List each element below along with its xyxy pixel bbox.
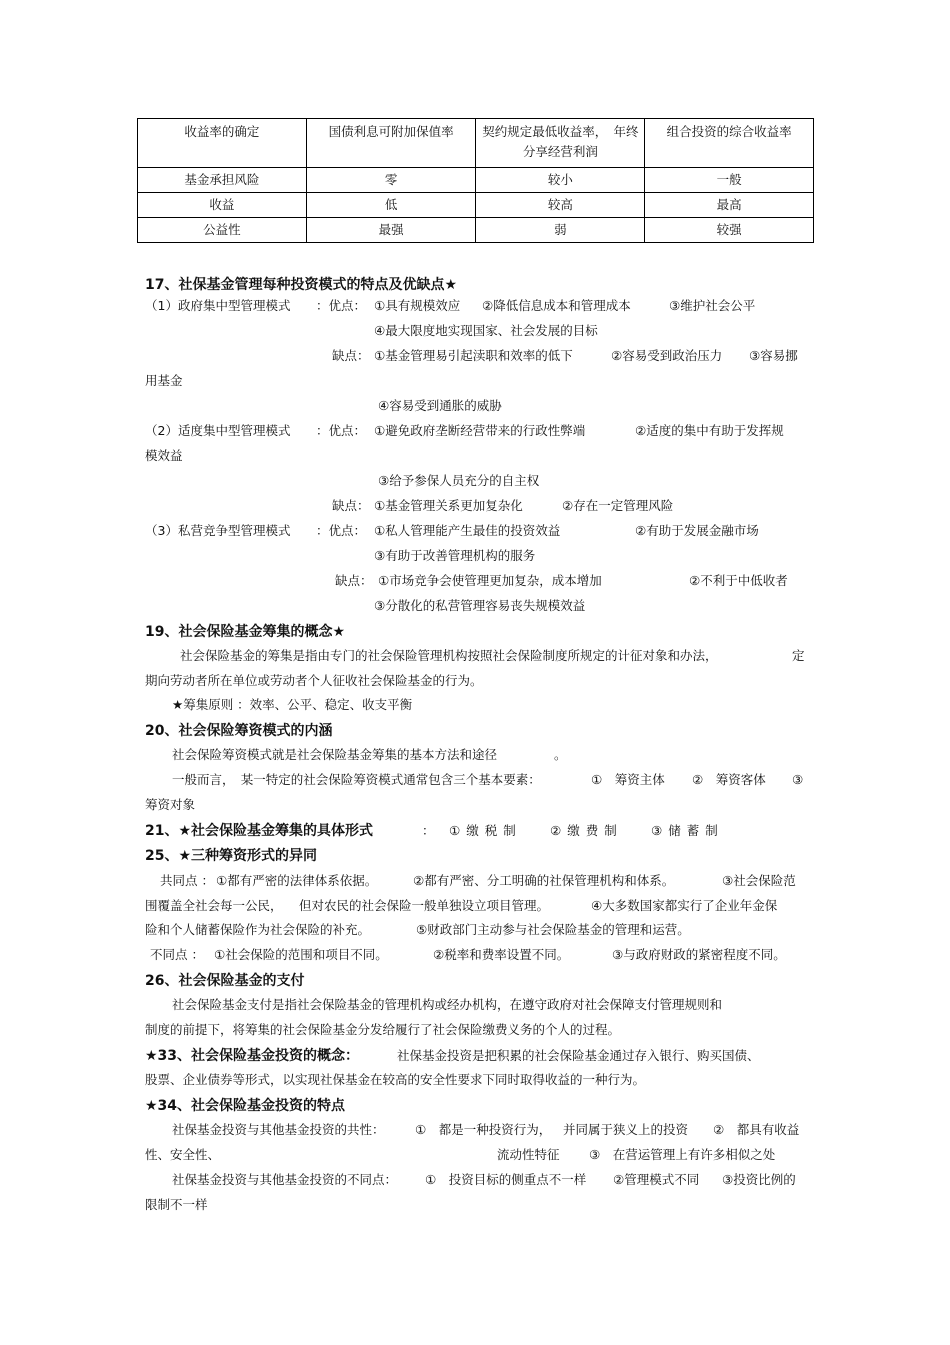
table-cell: 收益 [138,193,307,218]
table-cell: 一般 [645,168,814,193]
table-row [138,218,814,243]
section-33-heading: ★33、社会保险基金投资的概念： [145,1048,360,1064]
s21-form-1: ①缴税制 [449,823,522,838]
s34-paragraph-1c: 并同属于狭义上的投资 [563,1122,689,1137]
mode2-adv-1: ①避免政府垄断经营带来的行政性弊端 [374,423,586,438]
s25-same-2: ②都有严密、分工明确的社保管理机构和体系。 [413,873,675,888]
section-34-heading: ★34、社会保险基金投资的特点 [145,1098,346,1114]
mode2-adv-2-cont: 模效益 [145,448,183,463]
mode3-dis-3: ③分散化的私营管理容易丧失规模效益 [374,598,586,613]
s34-paragraph-1a: 社保基金投资与其他基金投资的共性： [172,1122,385,1137]
s26-paragraph-1: 社会保险基金支付是指社会保险基金的管理机构或经办机构，在遵守政府对社会保障支付管理规则和 [172,997,723,1012]
s19-principles: ★筹集原则 ：效率、公平、稳定、收支平衡 [172,697,413,712]
section-25-heading: 25、★三种筹资形式的异同 [145,848,318,864]
mode2-dis-label: 缺点： [332,498,370,513]
s34-paragraph-1d: ② 都具有收益 [713,1122,800,1137]
table-cell: 最强 [306,218,476,243]
table-cell: 基金承担风险 [138,168,307,193]
mode2-dis-1: ①基金管理关系更加复杂化 [374,498,523,513]
s25-diff-3: ③与政府财政的紧密程度不同。 [612,947,786,962]
s25-diff-label: 不同点 ： [150,947,204,962]
s25-same-4: ④大多数国家都实行了企业年金保 [591,898,778,913]
table-cell: 组合投资的综合收益率 [645,119,814,168]
s21-form-2: ②缴费制 [550,823,623,838]
s34-paragraph-3c: ②管理模式不同 [613,1172,700,1187]
mode3-dis-label: 缺点： [335,573,373,588]
mode1-label: （1）政府集中型管理模式 [145,298,291,313]
table-cell: 较高 [476,193,645,218]
s34-paragraph-2a: 性、安全性、 [145,1147,221,1162]
mode3-adv-3: ③有助于改善管理机构的服务 [374,548,536,563]
s34-paragraph-4: 限制不一样 [145,1197,208,1212]
mode3-adv-2: ②有助于发展金融市场 [635,523,759,538]
mode2-dis-2: ②存在一定管理风险 [562,498,674,513]
table-cell: 弱 [476,218,645,243]
s34-paragraph-1b: ① 都是一种投资行为， [415,1122,552,1137]
s21-colon: ： [422,823,435,838]
table-cell: 收益率的确定 [138,119,307,168]
section-21-heading: 21、★社会保险基金筹集的具体形式 [145,823,374,839]
s33-paragraph-2: 股票、企业债券等形式，以实现社保基金在较高的安全性要求下同时取得收益的一种行为。 [145,1072,646,1087]
s34-paragraph-3b: ① 投资目标的侧重点不一样 [425,1172,587,1187]
s25-same-3-cont2: 但对农民的社会保险一般单独设立项目管理。 [299,898,550,913]
table-cell: 公益性 [138,218,307,243]
table-cell: 较小 [476,168,645,193]
mode2-adv-3: ③给予参保人员充分的自主权 [378,473,540,488]
mode2-adv-label: ：优点： [316,423,367,438]
table-row [138,119,814,168]
s25-same-4-cont: 险和个人储蓄保险作为社会保险的补充。 [145,922,371,937]
s25-diff-2: ②税率和费率设置不同。 [433,947,570,962]
mode3-label: （3）私营竞争型管理模式 [145,523,291,538]
s20-element-1: ① 筹资主体 [591,772,665,787]
s33-paragraph-1: 社保基金投资是把积累的社会保险基金通过存入银行、购买国债、 [397,1048,760,1063]
s20-paragraph-1b: 。 [554,747,567,762]
mode3-adv-1: ①私人管理能产生最佳的投资效益 [374,523,561,538]
section-17-heading: 17、社保基金管理每种投资模式的特点及优缺点★ [145,277,458,293]
mode1-adv-1: ①具有规模效应 [374,298,461,313]
s25-diff-1: ①社会保险的范围和项目不同。 [214,947,388,962]
s25-same-3: ③社会保险范 [722,873,796,888]
table-cell: 低 [306,193,476,218]
s34-paragraph-3d: ③投资比例的 [722,1172,796,1187]
section-20-heading: 20、社会保险筹资模式的内涵 [145,723,333,739]
table-cell: 国债利息可附加保值率 [306,119,476,168]
mode3-dis-1: ①市场竞争会使管理更加复杂，成本增加 [378,573,602,588]
s19-paragraph-1b: 定 [792,648,805,663]
section-19-heading: 19、社会保险基金筹集的概念★ [145,624,346,640]
s20-element-3-cont: 筹资对象 [145,797,196,812]
mode1-dis-1: ①基金管理易引起渎职和效率的低下 [374,348,573,363]
s34-paragraph-2b: 流动性特征 [497,1147,560,1162]
mode2-label: （2）适度集中型管理模式 [145,423,291,438]
mode1-dis-4: ④容易受到通胀的威胁 [378,398,502,413]
table-cell: 较强 [645,218,814,243]
mode1-adv-3: ③维护社会公平 [669,298,756,313]
mode1-adv-2: ②降低信息成本和管理成本 [482,298,631,313]
s20-paragraph-2a: 一般而言， 某一特定的社会保险筹资模式通常包含三个基本要素： [172,772,541,787]
mode3-dis-2: ②不利于中低收者 [689,573,788,588]
mode3-adv-label: ：优点： [316,523,367,538]
s34-paragraph-3a: 社保基金投资与其他基金投资的不同点： [172,1172,398,1187]
s19-paragraph-1a: 社会保险基金的筹集是指由专门的社会保险管理机构按照社会保险制度所规定的计征对象和办法， [180,648,718,663]
mode1-dis-3: ③容易挪 [749,348,798,363]
s34-paragraph-2c: ③ 在营运管理上有许多相似之处 [589,1147,776,1162]
mode1-dis-3-cont: 用基金 [145,373,183,388]
s25-same-label: 共同点 ： [160,873,214,888]
mode1-dis-2: ②容易受到政治压力 [611,348,723,363]
mode1-dis-label: 缺点： [332,348,370,363]
mode1-adv-4: ④最大限度地实现国家、社会发展的目标 [374,323,598,338]
s20-element-3: ③ [792,772,804,787]
mode2-adv-2: ②适度的集中有助于发挥规 [635,423,784,438]
s26-paragraph-2: 制度的前提下，将筹集的社会保险基金分发给履行了社会保险缴费义务的个人的过程。 [145,1022,621,1037]
s19-paragraph-2: 期向劳动者所在单位或劳动者个人征收社会保险基金的行为。 [145,673,483,688]
s25-same-5: ⑤财政部门主动参与社会保险基金的管理和运营。 [416,922,690,937]
mode1-adv-label: ：优点： [316,298,367,313]
table-cell: 零 [306,168,476,193]
s25-same-3-cont: 围覆盖全社会每一公民， [145,898,283,913]
table-cell: 最高 [645,193,814,218]
table-row [138,168,814,193]
s20-element-2: ② 筹资客体 [692,772,766,787]
table-cell: 契约规定最低收益率， 年终分享经营利润 [476,119,645,168]
s21-form-3: ③储蓄制 [651,823,724,838]
section-26-heading: 26、社会保险基金的支付 [145,973,305,989]
s25-same-1: ①都有严密的法律体系依据。 [216,873,378,888]
table-row [138,193,814,218]
comparison-table [137,118,814,243]
s20-paragraph-1a: 社会保险筹资模式就是社会保险基金筹集的基本方法和途径 [172,747,498,762]
